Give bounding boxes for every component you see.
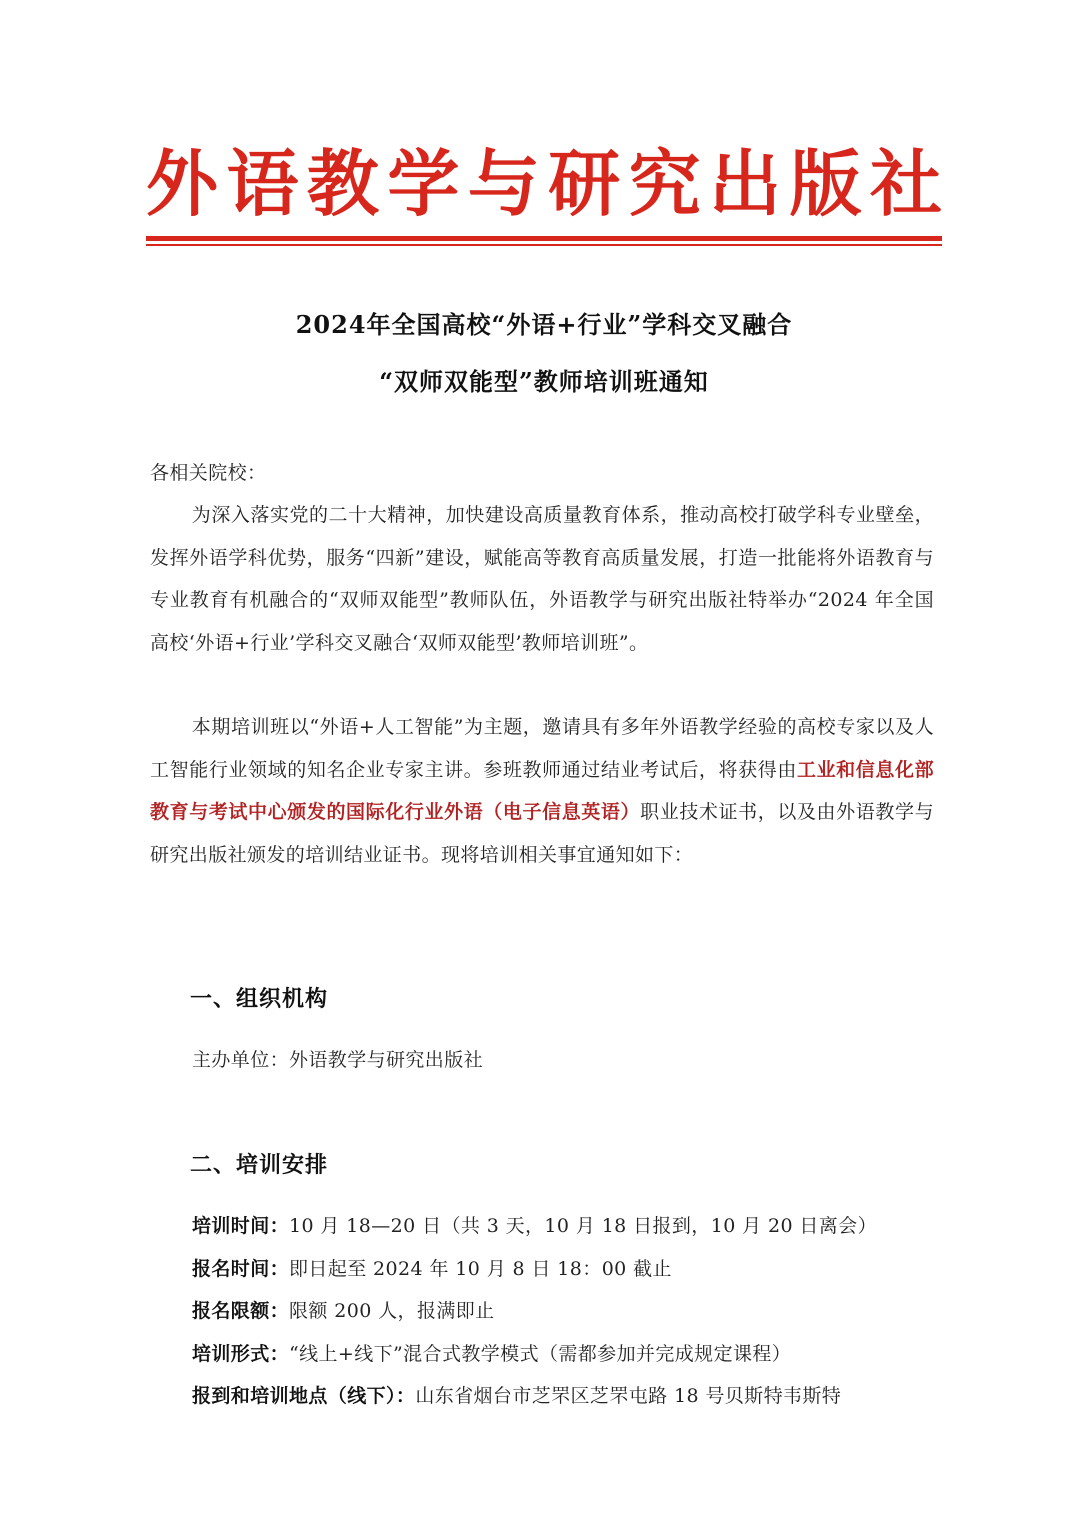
arrangement-item-format <box>192 1333 942 1376</box>
masthead-rule-thin <box>146 244 942 246</box>
arrangement-item-location <box>192 1375 942 1418</box>
section-heading-arrangement: 二、培训安排 <box>190 1152 329 1178</box>
masthead-char: 教 <box>306 141 379 226</box>
arrangement-label: 培训形式： <box>192 1343 290 1365</box>
masthead-char: 研 <box>548 141 621 226</box>
arrangement-item-time <box>192 1205 942 1248</box>
theme-text-after: 职业技术证书，以及由外语教学与研究出版社颁发的培训结业证书。现将培训相关事宜通知如下： <box>150 801 934 866</box>
masthead-char: 版 <box>789 141 862 226</box>
arrangement-label: 培训时间： <box>192 1215 290 1237</box>
arrangement-item-registration <box>192 1248 942 1291</box>
certificate-highlight: 工业和信息化部教育与考试中心颁发的国际化行业外语（电子信息英语） <box>150 758 934 823</box>
arrangement-item-quota <box>192 1290 942 1333</box>
theme-text-before: 本期培训班以“外语+人工智能”为主题，邀请具有多年外语教学经验的高校专家以及人工智能行业领域的知名企业专家主讲。参班教师通过结业考试后，将获得由 <box>150 716 934 781</box>
masthead-char: 社 <box>869 141 942 226</box>
arrangement-value: 10 月 18—20 日（共 3 天，10 月 18 日报到，10 月 20 日离会） <box>289 1215 877 1237</box>
theme-paragraph <box>150 706 934 876</box>
arrangement-value: 山东省烟台市芝罘区芝罘屯路 18 号贝斯特韦斯特 <box>415 1385 842 1407</box>
publisher-masthead <box>146 138 942 230</box>
masthead-char: 外 <box>146 141 219 226</box>
arrangement-value: “线上+线下”混合式教学模式（需都参加并完成规定课程） <box>289 1343 792 1365</box>
masthead-char: 语 <box>226 141 299 226</box>
salutation: 各相关院校： <box>150 462 267 484</box>
section-heading-organization: 一、组织机构 <box>190 986 329 1012</box>
arrangement-label: 报到和培训地点（线下）： <box>192 1385 416 1407</box>
masthead-char: 与 <box>467 141 540 226</box>
host-unit-line: 主办单位：外语教学与研究出版社 <box>192 1049 484 1071</box>
notice-title-line1: 2024年全国高校“外语+行业”学科交叉融合 <box>295 310 793 339</box>
arrangement-value: 即日起至 2024 年 10 月 8 日 18：00 截止 <box>289 1258 672 1280</box>
arrangement-label: 报名时间： <box>192 1258 290 1280</box>
masthead-char: 出 <box>709 141 782 226</box>
masthead-char: 学 <box>387 141 460 226</box>
masthead-rule-thick <box>146 236 942 241</box>
arrangement-label: 报名限额： <box>192 1300 290 1322</box>
arrangement-value: 限额 200 人，报满即止 <box>289 1300 495 1322</box>
masthead-char: 究 <box>628 141 701 226</box>
notice-title-line2: “双师双能型”教师培训班通知 <box>379 367 709 396</box>
intro-paragraph: 为深入落实党的二十大精神，加快建设高质量教育体系，推动高校打破学科专业壁垒，发挥外语学科优势，服务“四新”建设，赋能高等教育高质量发展，打造一批能将外语教育与专业教育有机融合的“双师双能型”教师队伍，外语教学与研究出版社特举办“2024 年全国高校‘外语+行业’学科交叉融合‘双师双能型’教师培训班”。 <box>150 504 934 654</box>
